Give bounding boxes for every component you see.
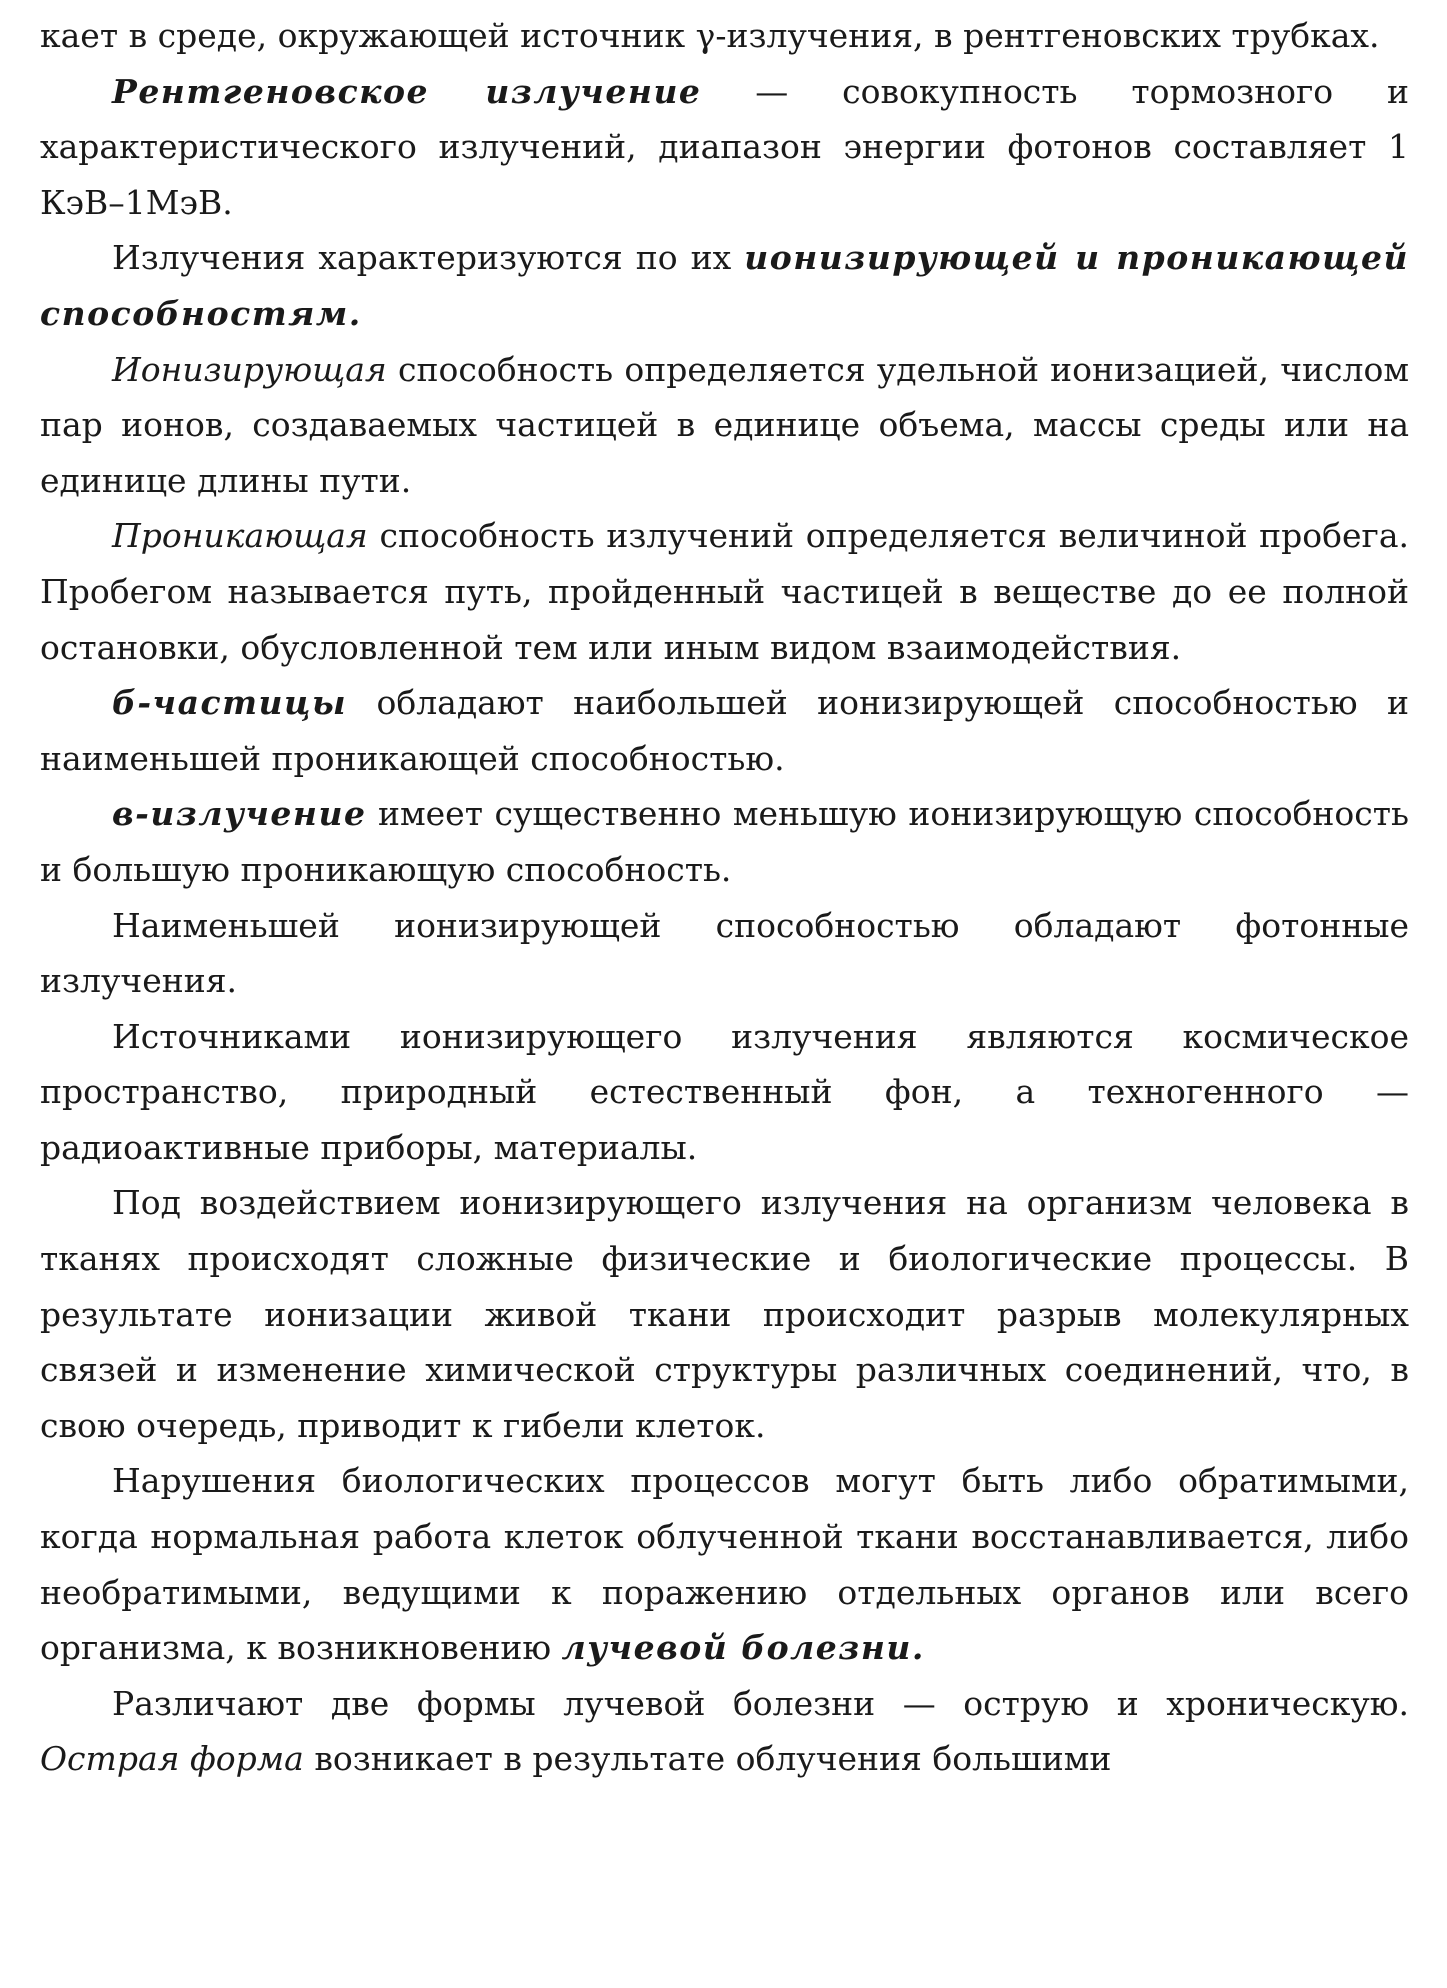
paragraph (40, 342, 1409, 509)
paragraph (40, 1453, 1409, 1675)
paragraph (40, 898, 1409, 1009)
paragraph-text: способность излучений определяется величиной пробега. Пробегом называется путь, пройденный частицей в веществе до ее полной остановки, обусловленной тем или иным видом взаимодействия. (40, 516, 1409, 667)
paragraph (40, 675, 1409, 786)
paragraph-text: Под воздействием ионизирующего излучения на организм человека в тканях происходят сложные физические и биологические процессы. В результате ионизации живой ткани происходит разрыв молекулярных связей и изменение химической структуры различных соединений, что, в свою очередь, приводит к гибели клеток. (40, 1183, 1409, 1445)
paragraph-text: Наименьшей ионизирующей способностью обладают фотонные излучения. (40, 905, 1409, 1001)
paragraph-text: — совокупность тормозного и характеристического излучений, диапазон энергии фотонов составляет 1 КэВ–1МэВ. (40, 71, 1409, 222)
paragraph (40, 8, 1409, 64)
term-emphasis: б-частицы (112, 683, 348, 723)
term-emphasis: в-излучение (112, 794, 367, 834)
paragraph-text: способность определяется удельной ионизацией, числом пар ионов, создаваемых частицей в единице объема, массы среды или на единице длины пути. (40, 349, 1409, 500)
paragraph-text: Источниками ионизирующего излучения являются космическое пространство, природный естественный фон, а техногенного — радиоактивные приборы, материалы. (40, 1016, 1409, 1167)
paragraph-text: возникает в результате облучения большими (303, 1739, 1112, 1779)
term-emphasis: Рентгеновское излучение (112, 71, 702, 111)
paragraph-text: кает в среде, окружающей источник γ-излучения, в рентгеновских трубках. (40, 16, 1380, 55)
paragraph (40, 1009, 1409, 1176)
paragraph-text: обладают наибольшей ионизирующей способностью и наименьшей проникающей способностью. (40, 683, 1409, 778)
paragraph (40, 64, 1409, 231)
term-emphasis: ионизирующей и проникающей способностям. (40, 238, 1409, 333)
paragraph (40, 230, 1409, 341)
paragraph-text: Излучения характеризуются по их (112, 238, 745, 278)
paragraph-text: имеет существенно меньшую ионизирующую способность и большую проникающую способность. (40, 794, 1409, 889)
term-italic: Ионизирующая (112, 349, 387, 389)
paragraph-text: Нарушения биологических процессов могут быть либо обратимыми, когда нормальная работа клеток облученной ткани восстанавливается, либо необратимыми, ведущими к поражению отдельных органов или всего организма, к возникновению (40, 1461, 1409, 1668)
term-emphasis: лучевой болезни. (561, 1628, 925, 1668)
term-italic: Острая форма (40, 1739, 304, 1779)
paragraph (40, 786, 1409, 897)
term-italic: Проникающая (112, 516, 368, 556)
paragraph (40, 1676, 1409, 1787)
paragraph (40, 1175, 1409, 1453)
paragraph-text: Различают две формы лучевой болезни — острую и хроническую. (112, 1683, 1409, 1723)
paragraph (40, 508, 1409, 675)
